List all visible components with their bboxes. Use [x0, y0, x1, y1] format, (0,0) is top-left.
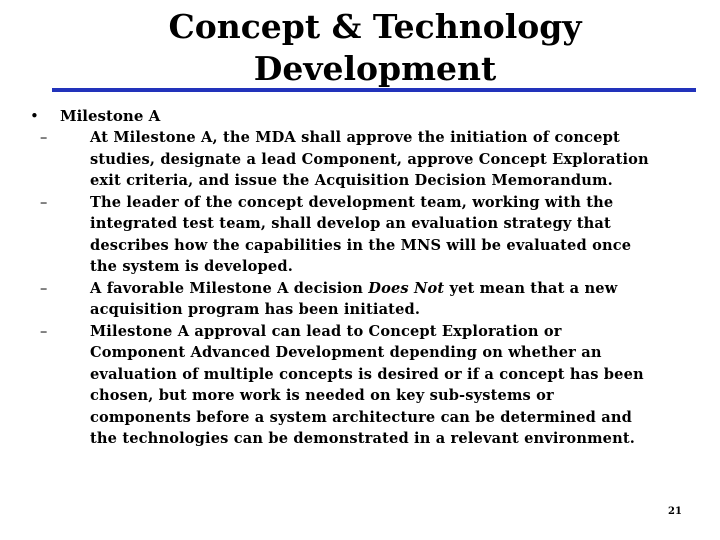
- dash-icon: –: [40, 193, 48, 211]
- sub-bullet-mda-approval: [30, 127, 720, 192]
- bullet-milestone-a: [30, 105, 720, 127]
- dash-icon: –: [40, 322, 48, 340]
- text-line: At Milestone A, the MDA shall approve the initiation of concept: [90, 129, 620, 146]
- page-number: 21: [668, 506, 682, 517]
- sub-bullet-list: [30, 127, 720, 450]
- bullet-label: Milestone A: [60, 107, 161, 125]
- sub-bullet-milestone-a-approval: [30, 321, 720, 450]
- title-underline-rule: [52, 88, 696, 92]
- text-line: integrated test team, shall develop an evaluation strategy that: [90, 215, 611, 232]
- text-line: The leader of the concept development team, working with the: [90, 193, 614, 211]
- sub-bullet-favorable-decision: [30, 278, 720, 321]
- title-line-2: Development: [253, 49, 497, 88]
- text-line: evaluation of multiple concepts is desired or if a concept has been: [90, 365, 644, 383]
- text-line: acquisition program has been initiated.: [90, 301, 421, 318]
- text-line: chosen, but more work is needed on key sub-systems or: [90, 387, 554, 404]
- text-line: exit criteria, and issue the Acquisition Decision Memorandum.: [90, 172, 613, 189]
- text-fragment: yet mean that a new: [444, 279, 618, 297]
- slide-title: [40, 6, 710, 90]
- dash-icon: –: [40, 129, 48, 146]
- dash-icon: –: [40, 279, 48, 297]
- text-line: describes how the capabilities in the MNS will be evaluated once: [90, 236, 632, 254]
- text-line: the system is developed.: [90, 258, 293, 275]
- bullet-dot-icon: •: [30, 107, 39, 125]
- text-line: Component Advanced Development depending on whether an: [90, 344, 602, 361]
- text-line: components before a system architecture can be determined and: [90, 408, 632, 426]
- emphasis-does-not: Does Not: [368, 279, 445, 297]
- slide-body: [30, 105, 720, 450]
- text-line: [90, 278, 720, 300]
- sub-bullet-evaluation-strategy: [30, 192, 720, 278]
- text-fragment: A favorable Milestone A decision: [90, 279, 369, 297]
- text-line: studies, designate a lead Component, approve Concept Exploration: [90, 150, 649, 168]
- text-line: the technologies can be demonstrated in a relevant environment.: [90, 430, 635, 447]
- title-line-1: Concept & Technology: [168, 7, 582, 46]
- text-line: Milestone A approval can lead to Concept Exploration or: [90, 322, 562, 340]
